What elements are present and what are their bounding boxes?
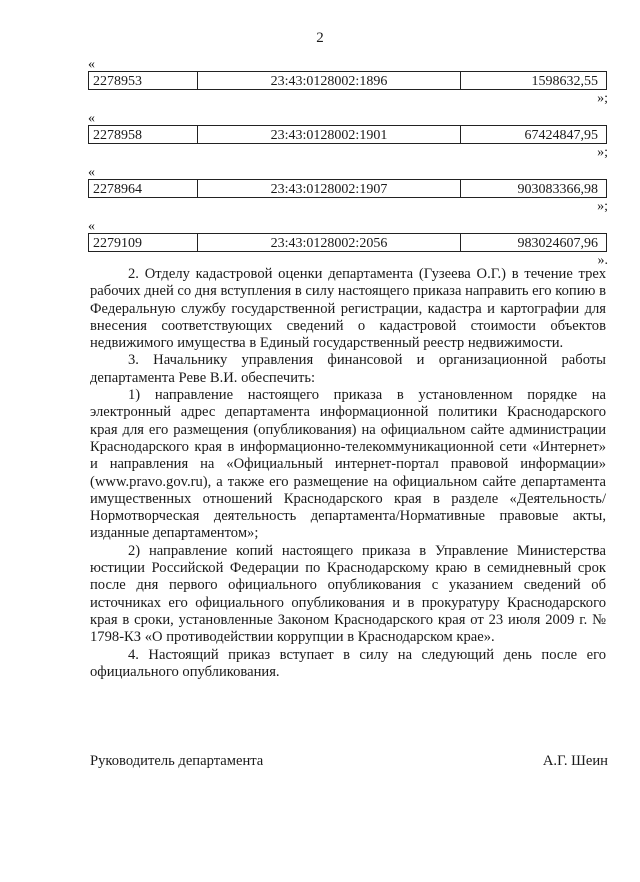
table-row <box>88 71 607 90</box>
cadastral-value-cell: 903083366,98 <box>517 182 598 197</box>
signatory-position: Руководитель департамента <box>90 753 264 769</box>
opening-quote: « <box>88 219 95 234</box>
paragraph-3-item-2: 2) направление копий настоящего приказа в Управление Министерства юстиции Российской Федерации по Краснодарскому краю в семидневный срок после дня первого официального опубликования с указанием сведений об источниках его официального опубликования и в прокуратуру Краснодарского края в сроки, установленные Законом Краснодарского края от 23 июля 2009 г. № 1798-КЗ «О противодействии коррупции в Краснодарском крае». <box>90 542 606 646</box>
paragraph-3-item-1: 1) направление настоящего приказа в установленном порядке на электронный адрес департамента информационной политики Краснодарского края для его размещения (опубликования) на официальном сайте администрации Краснодарского края в информационно-телекоммуникационной сети «Интернет» и направления на «Официальный интернет-портал правовой информации» (www.pravo.gov.ru), а также его размещение на официальном сайте департамента имущественных отношений Краснодарского края в разделе «Деятельность/Нормотворческая деятельность департамента/Нормативные правовые акты, изданные департаментом»; <box>90 387 606 542</box>
paragraph-2: 2. Отделу кадастровой оценки департамента (Гузеева О.Г.) в течение трех рабочих дней со дня вступления в силу настоящего приказа направить его копию в Федеральную службу государственной регистрации, кадастра и картографии для внесения соответствующих сведений о кадастровой стоимости объектов недвижимого имущества в Единый государственный реестр недвижимости. <box>90 266 606 352</box>
object-id-cell: 2278964 <box>89 180 198 197</box>
closing-quote: »; <box>597 199 608 214</box>
cadastral-value-table <box>88 58 608 274</box>
table-row <box>88 179 607 198</box>
object-id-cell: 2278953 <box>89 72 198 89</box>
object-id-cell: 2278958 <box>89 126 198 143</box>
table-row-group <box>88 112 608 166</box>
cadastral-number-cell: 23:43:0128002:2056 <box>198 234 461 251</box>
document-body <box>90 266 606 681</box>
table-row-group <box>88 58 608 112</box>
table-row <box>88 125 607 144</box>
cadastral-value-cell: 67424847,95 <box>524 128 598 143</box>
closing-quote: »; <box>597 91 608 106</box>
table-row-group <box>88 166 608 220</box>
cadastral-value-cell: 983024607,96 <box>517 236 598 251</box>
page-number: 2 <box>316 30 324 46</box>
cadastral-value-cell: 1598632,55 <box>531 74 598 89</box>
closing-quote: »; <box>597 145 608 160</box>
opening-quote: « <box>88 111 95 126</box>
closing-quote: ». <box>597 253 608 268</box>
cadastral-number-cell: 23:43:0128002:1907 <box>198 180 461 197</box>
opening-quote: « <box>88 165 95 180</box>
table-row <box>88 233 607 252</box>
cadastral-number-cell: 23:43:0128002:1901 <box>198 126 461 143</box>
paragraph-3: 3. Начальнику управления финансовой и организационной работы департамента Реве В.И. обеспечить: <box>90 352 606 386</box>
object-id-cell: 2279109 <box>89 234 198 251</box>
signatory-name: А.Г. Шеин <box>542 753 608 769</box>
opening-quote: « <box>88 57 95 72</box>
paragraph-4: 4. Настоящий приказ вступает в силу на следующий день после его официального опубликования. <box>90 646 606 680</box>
signature-block <box>90 753 608 770</box>
cadastral-number-cell: 23:43:0128002:1896 <box>198 72 461 89</box>
